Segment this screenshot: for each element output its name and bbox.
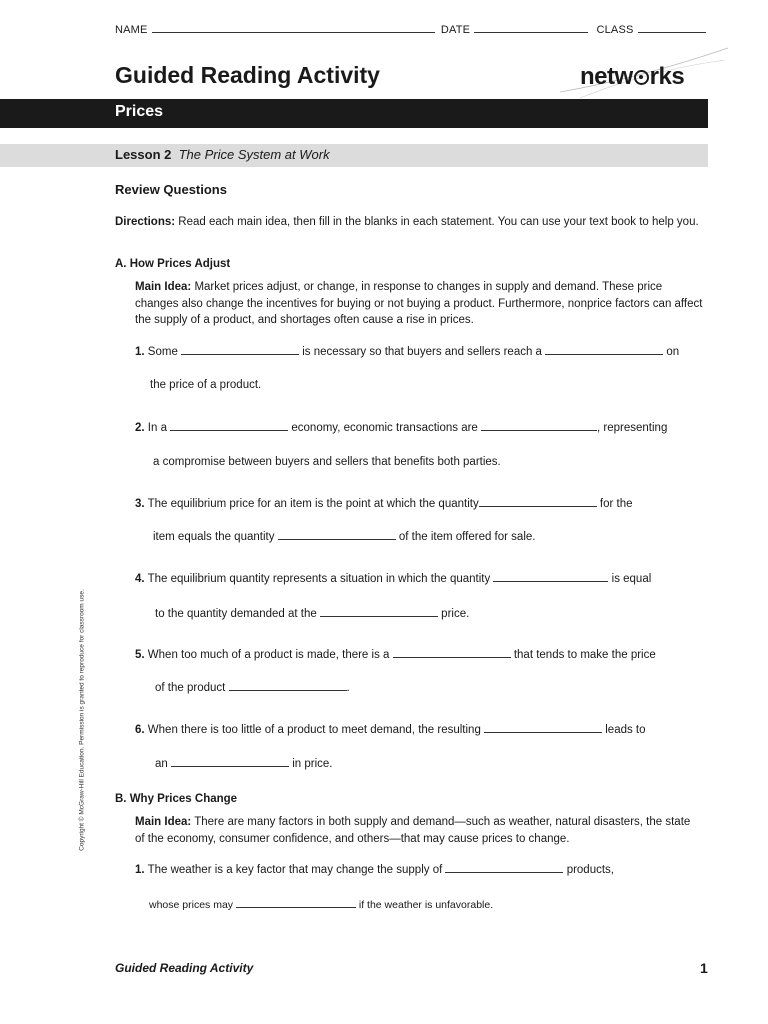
class-field[interactable]: [638, 32, 706, 33]
question-text: that tends to make the price: [513, 649, 656, 661]
section-a-main-idea: [135, 279, 703, 329]
question-number: 6.: [135, 724, 145, 736]
subtitle-bar: [0, 99, 708, 128]
blank-field[interactable]: [171, 766, 289, 767]
question-number: 1.: [135, 864, 145, 876]
class-label: CLASS: [596, 24, 634, 36]
question-text: whose prices may: [149, 899, 234, 911]
question-text: item equals the quantity: [153, 531, 275, 543]
blank-field[interactable]: [236, 907, 356, 908]
logo-text-start: netw: [580, 63, 633, 90]
question-text: for the: [599, 498, 633, 510]
question-text: if the weather is unfavorable.: [358, 899, 494, 911]
blank-field[interactable]: [545, 354, 663, 355]
logo-text-end: rks: [649, 63, 685, 90]
header-fields: [115, 24, 706, 36]
question-a5: [135, 649, 656, 661]
question-a5-line2: [155, 682, 350, 694]
question-text: of the product: [155, 682, 226, 694]
review-heading: Review Questions: [115, 182, 227, 197]
main-idea-text: There are many factors in both supply and demand—such as weather, natural disasters, the state of the economy, consumer confidence, and others—that may cause prices to change.: [135, 816, 691, 845]
networks-logo: [580, 63, 684, 91]
question-text: The weather is a key factor that may change the supply of: [147, 864, 443, 876]
question-text: , representing: [597, 422, 668, 434]
question-b1: [135, 864, 614, 876]
lesson-label: Lesson 2: [115, 147, 172, 162]
lesson-heading: [115, 147, 330, 162]
question-a2-line2: a compromise between buyers and sellers that benefits both parties.: [153, 456, 501, 468]
footer-title: Guided Reading Activity: [115, 961, 254, 975]
lesson-bar: [0, 144, 708, 167]
question-number: 2.: [135, 422, 145, 434]
question-text: When there is too little of a product to meet demand, the resulting: [147, 724, 481, 736]
main-idea-label: Main Idea:: [135, 281, 192, 293]
question-a6: [135, 724, 646, 736]
blank-field[interactable]: [479, 506, 597, 507]
question-text: is necessary so that buyers and sellers reach a: [302, 346, 542, 358]
question-text: economy, economic transactions are: [291, 422, 478, 434]
date-label: DATE: [440, 24, 471, 36]
blank-field[interactable]: [393, 657, 511, 658]
question-text: leads to: [605, 724, 646, 736]
blank-field[interactable]: [493, 581, 608, 582]
question-a1-line2: the price of a product.: [150, 379, 262, 391]
blank-field[interactable]: [481, 430, 597, 431]
question-text: on: [666, 346, 680, 358]
blank-field[interactable]: [170, 430, 288, 431]
question-text: an: [155, 758, 168, 770]
question-a3: [135, 498, 633, 510]
question-number: 3.: [135, 498, 145, 510]
blank-field[interactable]: [320, 616, 438, 617]
blank-field[interactable]: [484, 732, 602, 733]
directions-label: Directions:: [115, 216, 176, 228]
copyright-notice: Copyright © McGraw-Hill Education. Permission is granted to reproduce for classroom use.: [78, 589, 86, 851]
subtitle: Prices: [115, 103, 164, 120]
date-field[interactable]: [474, 32, 588, 33]
name-field[interactable]: [152, 32, 435, 33]
question-text: is equal: [611, 573, 652, 585]
question-text: to the quantity demanded at the: [155, 608, 317, 620]
section-a-heading: A. How Prices Adjust: [115, 258, 231, 270]
question-text: The equilibrium price for an item is the point at which the quantity: [147, 498, 479, 510]
directions-text: Read each main idea, then fill in the blanks in each statement. You can use your text book to help you.: [178, 216, 699, 228]
lesson-title: The Price System at Work: [178, 147, 330, 162]
question-number: 1.: [135, 346, 145, 358]
main-idea-label: Main Idea:: [135, 816, 192, 828]
main-idea-text: Market prices adjust, or change, in response to changes in supply and demand. These price changes also change the incentives for buying or not buying a product. Furthermore, nonprice factors can affect the supply of a product, and shortages often cause a rise in prices.: [135, 281, 703, 326]
question-text: When too much of a product is made, there is a: [147, 649, 390, 661]
blank-field[interactable]: [181, 354, 299, 355]
blank-field[interactable]: [278, 539, 396, 540]
question-a2: [135, 422, 667, 434]
page-number: 1: [700, 960, 708, 976]
question-number: 4.: [135, 573, 145, 585]
question-text: of the item offered for sale.: [398, 531, 536, 543]
question-number: 5.: [135, 649, 145, 661]
question-text: The equilibrium quantity represents a situation in which the quantity: [147, 573, 491, 585]
logo-o-icon: [634, 70, 649, 85]
question-b1-line2: [149, 899, 493, 911]
blank-field[interactable]: [445, 872, 563, 873]
question-text: in price.: [292, 758, 333, 770]
blank-field[interactable]: [229, 690, 347, 691]
question-text: price.: [441, 608, 470, 620]
question-a4: [135, 573, 651, 585]
question-a1: [135, 346, 679, 358]
directions: [115, 214, 705, 230]
section-b-heading: B. Why Prices Change: [115, 793, 238, 805]
question-a6-line2: [155, 758, 332, 770]
section-b-main-idea: [135, 814, 703, 847]
question-a4-line2: [155, 608, 469, 620]
question-text: .: [346, 682, 350, 694]
question-text: Some: [147, 346, 178, 358]
question-a3-line2: [153, 531, 535, 543]
page-title: Guided Reading Activity: [115, 62, 380, 88]
question-text: In a: [147, 422, 167, 434]
question-text: products,: [566, 864, 614, 876]
name-label: NAME: [115, 24, 148, 36]
